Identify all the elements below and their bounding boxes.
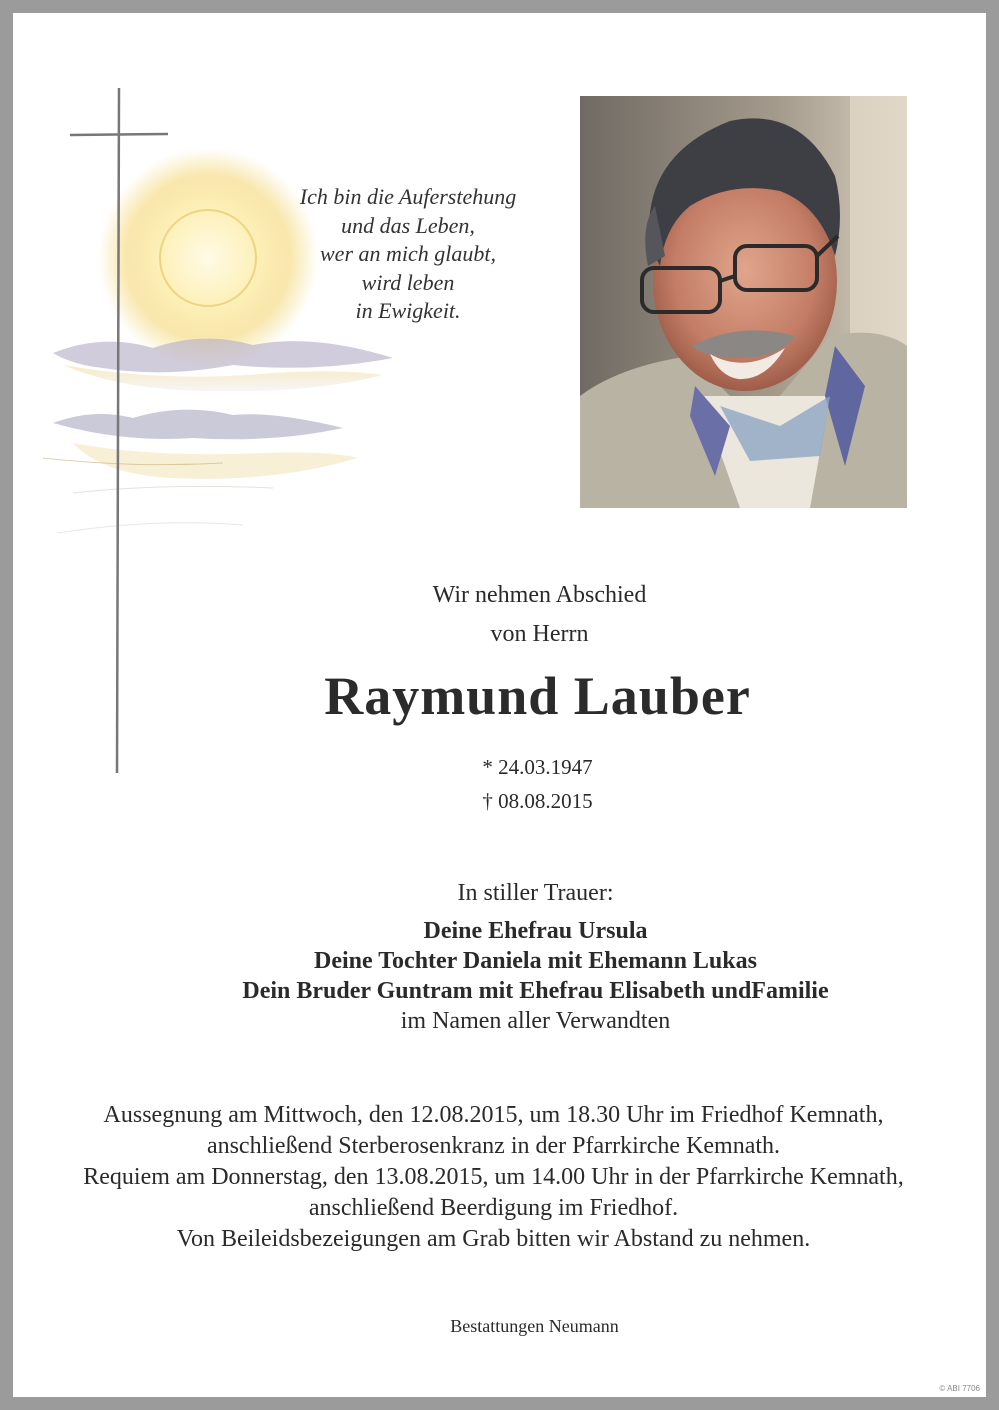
verse-line: wer an mich glaubt, <box>320 241 496 266</box>
intro-line: von Herrn <box>490 621 589 647</box>
mountain-range-far <box>53 339 393 373</box>
death-date: † 08.08.2015 <box>482 789 593 813</box>
mourning-closing: im Namen aller Verwandten <box>400 1008 671 1034</box>
verse-line: und das Leben, <box>341 212 475 238</box>
mourners-block <box>49 878 999 1036</box>
mourner-line: Dein Bruder Guntram mit Ehefrau Elisabeth undFamilie <box>242 978 829 1004</box>
ground-stroke <box>58 523 243 533</box>
mourner-line: Deine Tochter Daniela mit Ehemann Lukas <box>314 948 757 974</box>
birth-date: * 24.03.1947 <box>482 755 593 779</box>
service-line: Von Beileidsbezeigungen am Grab bitten wir Abstand zu nehmen. <box>176 1226 811 1252</box>
obituary-card <box>13 13 986 1397</box>
verse-line: wird leben <box>361 269 455 295</box>
deceased-name: Raymund Lauber <box>324 666 751 726</box>
shore-glow <box>73 443 358 479</box>
service-line: Aussegnung am Mittwoch, den 12.08.2015, um 18.30 Uhr im Friedhof Kemnath, <box>103 1102 884 1128</box>
portrait-photo <box>580 96 907 508</box>
watermark: © ABI 7706 <box>939 1384 980 1393</box>
service-line: anschließend Sterberosenkranz in der Pfarrkirche Kemnath. <box>206 1133 781 1159</box>
verse-line: Ich bin die Auferstehung <box>299 184 517 209</box>
life-dates <box>51 750 999 818</box>
bible-verse <box>253 183 563 326</box>
mourning-heading: In stiller Trauer: <box>457 880 614 906</box>
service-line: anschließend Beerdigung im Friedhof. <box>308 1195 679 1221</box>
funeral-home: Bestattungen Neumann <box>450 1316 619 1336</box>
mourner-line: Deine Ehefrau Ursula <box>423 918 648 944</box>
verse-line: in Ewigkeit. <box>355 298 461 323</box>
service-details <box>7 1100 980 1255</box>
mountain-range-near <box>53 410 343 440</box>
cross-horizontal-beam <box>70 134 168 135</box>
farewell-intro <box>53 576 999 654</box>
intro-line: Wir nehmen Abschied <box>432 582 647 608</box>
service-line: Requiem am Donnerstag, den 13.08.2015, um 14.00 Uhr in der Pfarrkirche Kemnath, <box>83 1164 904 1190</box>
ground-stroke <box>73 486 273 493</box>
